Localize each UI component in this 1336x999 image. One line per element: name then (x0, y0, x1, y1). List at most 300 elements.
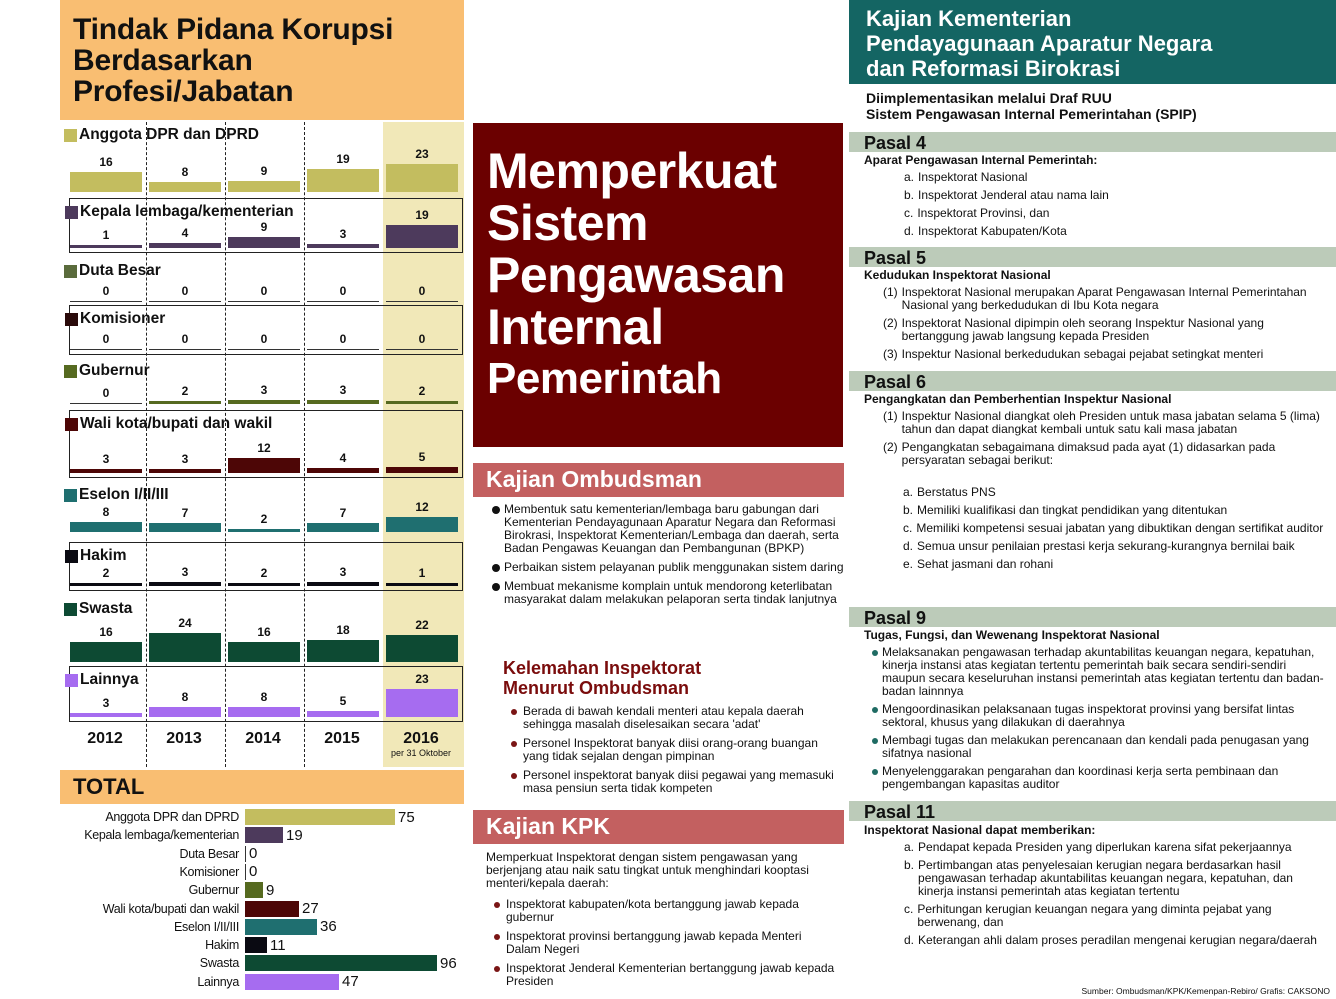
bar (70, 583, 142, 586)
category-row (69, 542, 463, 591)
total-label: Lainnya (197, 974, 239, 989)
pasal-9-heading: Pasal 9 (849, 607, 1336, 627)
bar (386, 635, 458, 662)
bar (386, 583, 458, 586)
bar (149, 182, 221, 192)
list-item: Mengoordinasikan pelaksanaan tugas inspektorat provinsi yang bersifat lintas sektoral, khusus yang dilakukan di daerahnya (870, 703, 1330, 729)
total-value: 27 (302, 900, 319, 917)
value-label: 3 (181, 452, 189, 467)
value-label: 0 (260, 283, 268, 298)
data-cell (307, 332, 379, 351)
legend-swatch-icon (64, 365, 77, 378)
total-label: Kepala lembaga/kementerian (84, 828, 239, 843)
total-bar (245, 974, 339, 990)
value-label: 7 (181, 506, 189, 521)
total-row (60, 863, 257, 881)
bar (228, 458, 300, 473)
data-cell (70, 155, 142, 192)
list-item (903, 486, 1328, 499)
bar (228, 529, 300, 532)
value-label: 0 (339, 283, 347, 298)
data-cell (149, 284, 221, 303)
item-text: Inspektur Nasional diangkat oleh Presiden untuk masa jabatan selama 5 (lima) tahun dan dapat diangkat kembali untuk satu kali masa jabatan (901, 409, 1320, 436)
data-cell (386, 500, 458, 532)
category-label (64, 486, 169, 504)
total-row (60, 808, 415, 826)
value-label: 16 (257, 625, 271, 640)
item-text: Inspektur Nasional berkedudukan sebagai pejabat setingkat menteri (901, 347, 1264, 361)
bar (386, 517, 458, 532)
item-text: Berstatus PNS (917, 485, 996, 499)
bar (307, 582, 379, 586)
category-name: Lainnya (80, 671, 139, 688)
zero-baseline (70, 403, 142, 405)
value-label: 4 (181, 226, 189, 241)
list-item: Membagi tugas dan melakukan perencanaan dan kendali pada penugasan yang sifatnya nasional (870, 734, 1330, 760)
data-cell (228, 625, 300, 662)
value-label: 3 (339, 565, 347, 580)
heading-line: Pendayagunaan Aparatur Negara (866, 31, 1213, 56)
data-cell (386, 672, 458, 717)
list-item (883, 441, 1328, 467)
category-row (69, 410, 463, 478)
item-marker: a. (903, 485, 914, 499)
item-text: Inspektorat Nasional merupakan Aparat Pengawasan Internal Pemerintahan Nasional yang berkedudukan di Ibu Kota negara (901, 285, 1307, 312)
item-text: Sehat jasmani dan rohani (917, 557, 1054, 571)
data-cell (307, 284, 379, 303)
item-marker: c. (903, 521, 913, 535)
value-label: 16 (99, 625, 113, 640)
title-line: Tindak Pidana Korupsi (73, 13, 394, 46)
data-cell (307, 565, 379, 586)
value-label: 2 (260, 512, 268, 526)
category-label (64, 600, 132, 618)
bar (307, 400, 379, 404)
item-marker: b. (903, 503, 914, 517)
list-item: Inspektorat Jenderal Kementerian bertanggung jawab kepada Presiden (492, 962, 837, 988)
data-cell (149, 506, 221, 532)
data-cell (149, 452, 221, 473)
list-item: Personel Inspektorat banyak diisi orang-orang buangan yang tidak sejalan dengan pimpinan (509, 737, 845, 763)
bar (70, 522, 142, 532)
bar (228, 237, 300, 248)
pasal-9-sub: Tugas, Fungsi, dan Wewenang Inspektorat Nasional (864, 628, 1160, 642)
category-name: Hakim (80, 547, 127, 564)
data-cell (70, 284, 142, 303)
year-axis (69, 722, 463, 767)
item-marker: (1) (883, 409, 898, 423)
category-name: Wali kota/bupati dan wakil (80, 415, 273, 432)
total-row (60, 954, 457, 972)
legend-swatch-icon (64, 265, 77, 278)
bar (386, 401, 458, 404)
bar (70, 172, 142, 192)
bar (228, 583, 300, 586)
chart-title-block (60, 0, 464, 120)
category-name: Anggota DPR dan DPRD (79, 126, 259, 143)
kpk-heading: Kajian KPK (473, 810, 844, 844)
list-item (883, 348, 1328, 361)
category-label (65, 310, 165, 328)
value-label: 0 (181, 283, 189, 298)
value-label: 1 (418, 566, 426, 580)
bar (149, 633, 221, 662)
total-bar (245, 901, 299, 917)
value-label: 23 (415, 671, 429, 686)
bar (307, 711, 379, 717)
bar (307, 169, 379, 192)
bar (386, 467, 458, 473)
total-value: 96 (440, 954, 457, 972)
pasal-11-sub: Inspektorat Nasional dapat memberikan: (864, 823, 1096, 837)
zero-baseline (149, 301, 221, 303)
legend-swatch-icon (64, 129, 77, 142)
value-label: 0 (339, 331, 347, 346)
total-bar (245, 809, 395, 825)
total-bar (245, 882, 263, 898)
category-row (69, 666, 463, 722)
bar (149, 582, 221, 586)
total-label: Gubernur (188, 883, 239, 898)
item-text: Pertimbangan atas penyelesaian kerugian negara berdasarkan hasil pengawasan terhadap akuntabilitas keuangan negara, kepatuhan, dan kinerja instansi pemerintah atas kegiatan tertentu (918, 858, 1293, 898)
legend-swatch-icon (65, 674, 78, 687)
main-title-line: Sistem (487, 195, 648, 251)
list-item (904, 859, 1324, 898)
data-cell (228, 690, 300, 717)
pasal-5-list (883, 286, 1328, 366)
total-value: 47 (342, 973, 359, 991)
data-cell (70, 228, 142, 248)
item-text: Pendapat kepada Presiden yang diperlukan karena sifat pekerjaannya (918, 840, 1292, 854)
pasal-9-list (870, 646, 1330, 796)
year-label: 2016 per 31 Oktober (390, 730, 452, 758)
zero-baseline (386, 349, 458, 351)
item-marker: b. (904, 858, 915, 872)
value-label: 0 (260, 331, 268, 346)
value-label: 0 (102, 331, 110, 346)
data-cell (70, 452, 142, 473)
value-label: 2 (102, 566, 110, 580)
category-name: Swasta (79, 600, 133, 617)
pasal-4-heading: Pasal 4 (849, 132, 1336, 152)
zero-baseline (386, 301, 458, 303)
pasal-4-sub: Aparat Pengawasan Internal Pemerintah: (864, 153, 1098, 167)
total-value: 0 (249, 845, 258, 863)
data-cell (228, 566, 300, 586)
item-marker: a. (904, 840, 915, 854)
data-cell (307, 383, 379, 404)
data-cell (386, 332, 458, 351)
title-line: Berdasarkan (73, 44, 253, 77)
year-label: 2012 (87, 730, 123, 747)
bar (386, 164, 458, 192)
item-text: Semua unsur penilaian prestasi kerja sekurang-kurangnya bernilai baik (917, 539, 1295, 553)
pasal-6-requirements (903, 486, 1328, 576)
zero-baseline (70, 349, 142, 351)
list-item (904, 225, 1324, 238)
value-label: 16 (99, 155, 113, 170)
item-text: Inspektorat Kabupaten/Kota (918, 224, 1067, 238)
legend-swatch-icon (64, 603, 77, 616)
bar (149, 523, 221, 532)
title-line: Profesi/Jabatan (73, 75, 294, 108)
item-marker: a. (904, 170, 915, 184)
item-text: Inspektorat Jenderal atau nama lain (918, 188, 1109, 202)
list-item: Melaksanakan pengawasan terhadap akuntabilitas keuangan negara, kepatuhan, kinerja instansi atas kegiatan tertentu pemerintah baik secara sendiri-sendiri maupun secara keseluruhan instansi pemerintah atas kegiatan tertentu dan badan-badan lainnnya (870, 646, 1330, 698)
category-name: Kepala lembaga/kementerian (80, 203, 294, 220)
data-cell (307, 694, 379, 717)
category-name: Eselon I/II/III (79, 486, 169, 503)
list-item: Inspektorat provinsi bertanggung jawab kepada Menteri Dalam Negeri (492, 930, 837, 956)
zero-baseline (70, 301, 142, 303)
subtitle-line: Diimplementasikan melalui Draf RUU (866, 90, 1112, 106)
bar (149, 707, 221, 717)
category-label (65, 547, 127, 565)
list-item (904, 207, 1324, 220)
value-label: 3 (339, 227, 347, 242)
value-label: 3 (102, 452, 110, 467)
heading-line: dan Reformasi Birokrasi (866, 56, 1121, 81)
total-title-block (60, 770, 464, 804)
total-row (60, 881, 274, 899)
value-label: 9 (260, 164, 268, 179)
item-text: Pengangkatan sebagaimana dimaksud pada ayat (1) didasarkan pada persyaratan sebagai berikut: (901, 440, 1276, 467)
list-item: Perbaikan sistem pelayanan publik menggunakan sistem daring (490, 561, 845, 574)
item-text: Memiliki kualifikasi dan tingkat pendidikan yang ditentukan (917, 503, 1228, 517)
value-label: 0 (181, 331, 189, 346)
year-label: 2015 (324, 730, 360, 747)
list-item: Membuat mekanisme komplain untuk mendorong keterlibatan masyarakat dalam melakukan pelaporan serta tindak lanjutnya (490, 580, 845, 606)
bar (149, 469, 221, 473)
value-label: 0 (418, 283, 426, 298)
data-cell (70, 625, 142, 662)
value-label: 5 (339, 693, 347, 708)
data-cell (228, 332, 300, 351)
kemenpan-heading (849, 0, 1336, 84)
legend-swatch-icon (65, 206, 78, 219)
data-cell (228, 164, 300, 192)
list-item (904, 171, 1324, 184)
value-label: 3 (181, 565, 189, 580)
category-row (60, 258, 464, 306)
list-item: Membentuk satu kementerian/lembaga baru gabungan dari Kementerian Pendayagunaan Aparatur Negara dan Reformasi Birokrasi, Inspektorat Kementerian/Lembaga dan daerah, serta Badan Pengawas Keuangan dan Pembangunan (BPKP) (490, 503, 845, 555)
main-title-line: Pemerintah (487, 354, 722, 403)
data-cell (70, 696, 142, 717)
item-marker: d. (904, 224, 915, 238)
data-cell (70, 566, 142, 586)
total-row (60, 900, 319, 918)
item-marker: (2) (883, 316, 898, 330)
value-label: 22 (415, 618, 429, 633)
data-cell (149, 226, 221, 248)
value-label: 8 (102, 505, 110, 520)
bar (386, 689, 458, 717)
spip-subtitle (866, 90, 1197, 122)
category-label (65, 671, 139, 689)
legend-swatch-icon (65, 550, 78, 563)
pasal-5-sub: Kedudukan Inspektorat Nasional (864, 268, 1051, 282)
data-cell (386, 450, 458, 473)
bar (70, 642, 142, 662)
data-cell (228, 220, 300, 248)
category-row (69, 305, 463, 355)
heading-line: Kelemahan Inspektorat (503, 658, 702, 678)
data-cell (307, 506, 379, 532)
item-marker: d. (903, 539, 914, 553)
zero-baseline (307, 349, 379, 351)
source-credit: Sumber: Ombudsman/KPK/Kemenpan-Rebiro/ Grafis: CAKSONO (1081, 986, 1330, 996)
bar (307, 244, 379, 248)
list-item: Menyelenggarakan pengarahan dan koordinasi kerja serta pembinaan dan pengembangan kapasitas auditor (870, 765, 1330, 791)
data-cell (149, 565, 221, 586)
value-label: 12 (415, 500, 429, 515)
item-text: Keterangan ahli dalam proses peradilan mengenai kerugian negara/daerah (918, 933, 1317, 947)
item-text: Perhitungan kerugian keuangan negara yang diminta pejabat yang berwenang, dan (917, 902, 1272, 929)
value-label: 0 (102, 385, 110, 400)
total-bar-chart (60, 808, 470, 998)
list-item (903, 504, 1328, 517)
bar (307, 523, 379, 532)
list-item (904, 903, 1324, 929)
total-row (60, 936, 286, 954)
total-bar (245, 827, 283, 843)
item-text: Inspektorat Nasional (918, 170, 1028, 184)
data-cell (228, 512, 300, 532)
total-bar (245, 937, 267, 953)
list-item (883, 317, 1328, 343)
total-row (60, 845, 257, 863)
list-item (904, 189, 1324, 202)
data-cell (228, 284, 300, 303)
value-label: 1 (102, 228, 110, 242)
value-label: 19 (336, 151, 350, 166)
data-cell (149, 690, 221, 717)
list-item (903, 540, 1328, 553)
total-row (60, 826, 303, 844)
legend-swatch-icon (65, 418, 78, 431)
legend-swatch-icon (64, 489, 77, 502)
item-marker: d. (904, 933, 915, 947)
data-cell (386, 208, 458, 248)
value-label: 19 (415, 207, 429, 222)
data-cell (70, 332, 142, 351)
year-label: 2013 (166, 730, 202, 747)
total-value: 19 (286, 826, 303, 844)
value-label: 3 (260, 383, 268, 398)
category-label (65, 415, 272, 433)
bar (70, 713, 142, 717)
item-marker: b. (904, 188, 915, 202)
list-item: Berada di bawah kendali menteri atau kepala daerah sehingga masalah diselesaikan secara 'adat' (509, 705, 845, 731)
heading-line: Kajian Kementerian (866, 6, 1072, 31)
item-text: Inspektorat Provinsi, dan (917, 206, 1050, 220)
item-marker: (3) (883, 347, 898, 361)
category-label (65, 203, 294, 221)
item-text: Inspektorat Nasional dipimpin oleh seorang Inspektur Nasional yang bertanggung jawab langsung kepada Presiden (901, 316, 1264, 343)
zero-baseline (228, 301, 300, 303)
bar (386, 225, 458, 248)
value-label: 3 (102, 696, 110, 711)
data-cell (386, 384, 458, 404)
list-item (883, 410, 1328, 436)
data-cell (307, 623, 379, 662)
total-label: Hakim (205, 938, 239, 953)
bar (228, 642, 300, 662)
bar (70, 245, 142, 248)
ombudsman-heading: Kajian Ombudsman (473, 463, 844, 497)
data-cell (70, 505, 142, 532)
pasal-5-heading: Pasal 5 (849, 247, 1336, 267)
bar (70, 469, 142, 473)
item-marker: c. (904, 902, 914, 916)
data-cell (307, 152, 379, 192)
value-label: 18 (336, 623, 350, 638)
total-label: Swasta (199, 956, 239, 971)
kpk-intro: Memperkuat Inspektorat dengan sistem pengawasan yang berjenjang atau naik satu tingkat untuk menghindari kooptasi menteri/kepala daerah: (486, 850, 809, 890)
category-row (69, 198, 463, 253)
total-value: 75 (398, 808, 415, 826)
list-item: Inspektorat kabupaten/kota bertanggung jawab kepada gubernur (492, 898, 837, 924)
total-value: 11 (270, 936, 286, 954)
category-name: Gubernur (79, 362, 150, 379)
total-label: Duta Besar (179, 846, 239, 861)
legend-swatch-icon (65, 313, 78, 326)
category-row (60, 596, 464, 666)
value-label: 0 (418, 331, 426, 346)
main-title-line: Internal (487, 299, 664, 355)
value-label: 8 (181, 690, 189, 705)
pasal-11-heading: Pasal 11 (849, 801, 1336, 821)
value-label: 4 (339, 451, 347, 466)
total-row (60, 973, 359, 991)
category-row (60, 358, 464, 408)
item-marker: e. (903, 557, 914, 571)
item-text: Memiliki kompetensi sesuai jabatan yang dibuktikan dengan sertifikat auditor (916, 521, 1324, 535)
data-cell (386, 618, 458, 662)
main-title-line: Pengawasan (487, 247, 785, 303)
total-value: 0 (249, 863, 258, 881)
category-name: Komisioner (80, 310, 166, 327)
value-label: 9 (260, 220, 268, 235)
value-label: 0 (102, 283, 110, 298)
zero-baseline (149, 349, 221, 351)
value-label: 23 (415, 146, 429, 161)
pasal-6-list (883, 410, 1328, 472)
total-label: Komisioner (179, 864, 239, 879)
kpk-list (492, 898, 837, 994)
data-cell (228, 383, 300, 404)
value-label: 3 (339, 383, 347, 398)
bar (228, 400, 300, 404)
pasal-6-heading: Pasal 6 (849, 371, 1336, 391)
value-label: 7 (339, 506, 347, 521)
pasal-6-sub: Pengangkatan dan Pemberhentian Inspektur Nasional (864, 392, 1172, 406)
subtitle-line: Sistem Pengawasan Internal Pemerintahan (SPIP) (866, 106, 1197, 122)
total-bar (245, 919, 317, 935)
value-label: 12 (257, 441, 271, 456)
main-title-line: Memperkuat (487, 143, 777, 199)
total-value: 9 (266, 881, 275, 899)
item-marker: c. (904, 206, 914, 220)
main-title-block (473, 123, 843, 447)
value-label: 24 (178, 615, 192, 630)
data-cell (307, 227, 379, 248)
year-label: 2014 (245, 730, 281, 747)
data-cell (149, 384, 221, 404)
data-cell (149, 616, 221, 662)
total-label: Anggota DPR dan DPRD (105, 810, 239, 824)
ombudsman-list (490, 503, 845, 612)
